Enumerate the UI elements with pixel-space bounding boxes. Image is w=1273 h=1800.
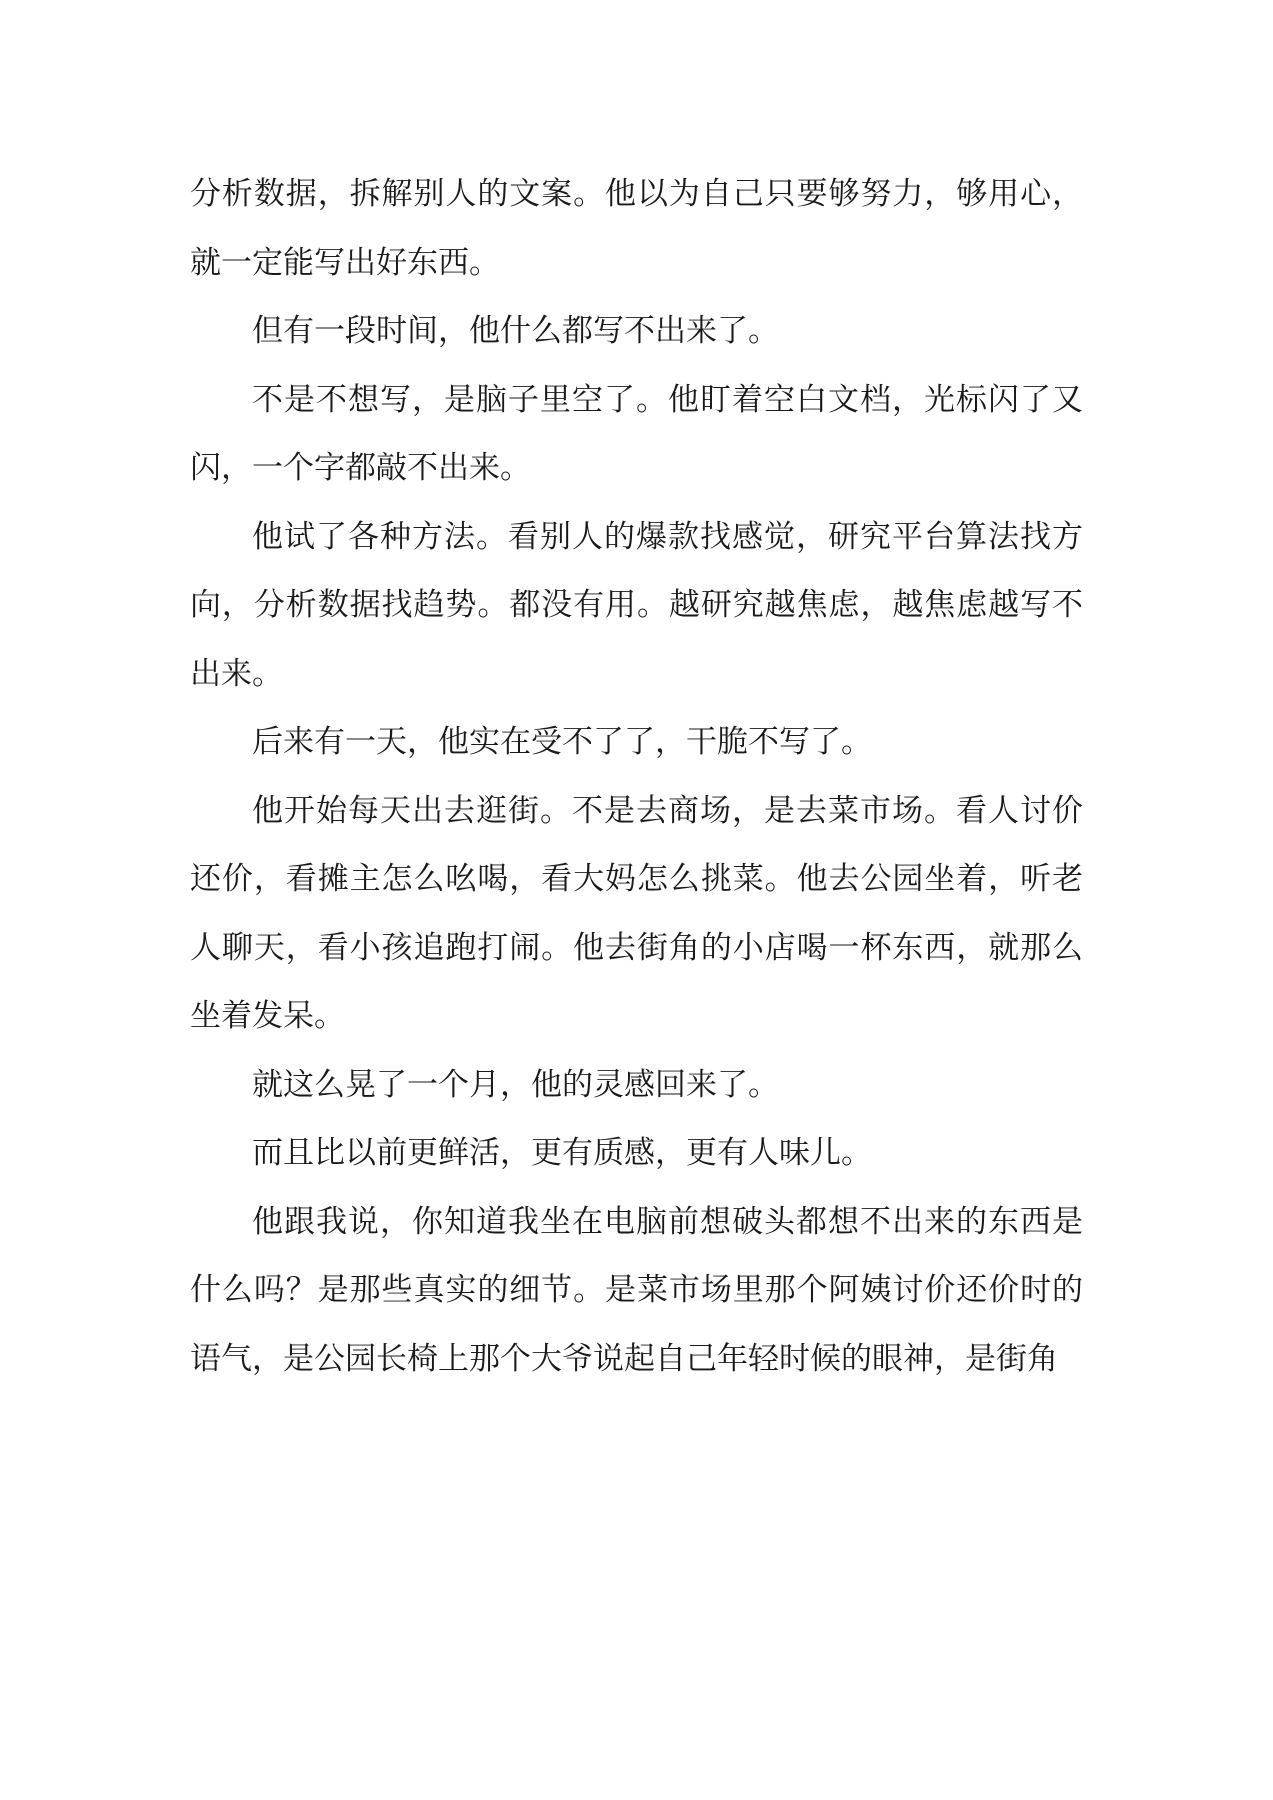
paragraph-4: 他试了各种方法。看别人的爆款找感觉，研究平台算法找方向，分析数据找趋势。都没有用。越研究越焦虑，越焦虑越写不出来。 bbox=[190, 518, 1083, 692]
paragraph-8: 而且比以前更鲜活，更有质感，更有人味儿。 bbox=[252, 1135, 872, 1171]
paragraph-2: 但有一段时间，他什么都写不出来了。 bbox=[252, 313, 779, 349]
paragraph-7: 就这么晃了一个月，他的灵感回来了。 bbox=[252, 1066, 779, 1103]
paragraph-3: 不是不想写，是脑子里空了。他盯着空白文档，光标闪了又闪，一个字都敲不出来。 bbox=[190, 381, 1083, 486]
document-body bbox=[190, 160, 1083, 1393]
paragraph-9: 他跟我说，你知道我坐在电脑前想破头都想不出来的东西是什么吗？是那些真实的细节。是菜市场里那个阿姨讨价还价时的语气，是公园长椅上那个大爷说起自己年轻时候的眼神，是街角 bbox=[190, 1203, 1083, 1377]
paragraph-6: 他开始每天出去逛街。不是去商场，是去菜市场。看人讨价还价，看摊主怎么吆喝，看大妈怎么挑菜。他去公园坐着，听老人聊天，看小孩追跑打闹。他去街角的小店喝一杯东西，就那么坐着发呆。 bbox=[190, 792, 1083, 1034]
paragraph-5: 后来有一天，他实在受不了了，干脆不写了。 bbox=[252, 724, 872, 760]
paragraph-1: 分析数据，拆解别人的文案。他以为自己只要够努力，够用心，就一定能写出好东西。 bbox=[190, 176, 1083, 281]
